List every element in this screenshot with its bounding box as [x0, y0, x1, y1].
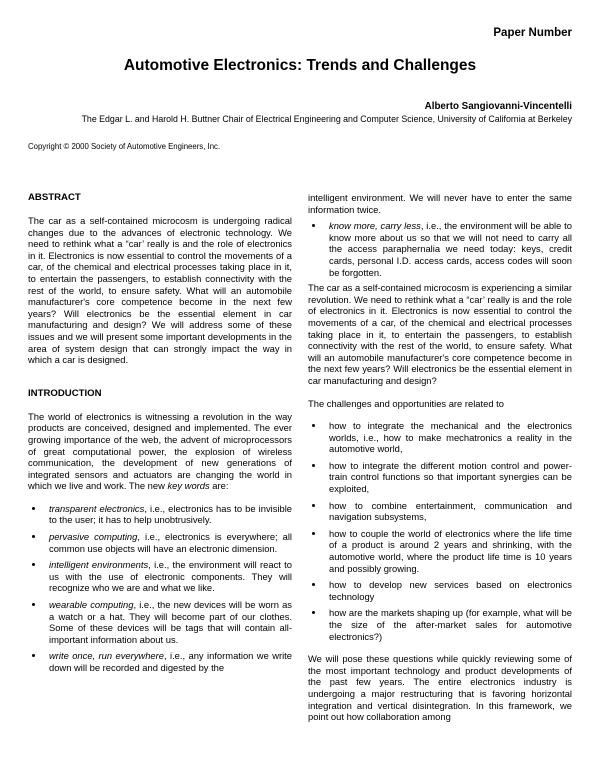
intro-text-tail: are: — [209, 480, 229, 492]
list-item — [325, 607, 572, 642]
list-item — [325, 579, 572, 602]
bullet-lead-italic: pervasive computing — [49, 531, 138, 543]
list-item — [325, 528, 572, 574]
abstract-heading: ABSTRACT — [28, 192, 81, 203]
bullet-text: , i.e., electronics is everywhere; all common use objects will have an electronic dimension. — [49, 531, 292, 554]
bullet-text: , i.e., electronics has to be invisible to the user; it has to help unobtrusively. — [49, 502, 292, 526]
paper-title: Automotive Electronics: Trends and Challenges — [123, 57, 477, 74]
keyword-bullet-list-continued — [308, 220, 572, 278]
abstract-paragraph: The car as a self-contained microcosm is undergoing radical changes due to the advances of electronic technology. We need to rethink what a “car’ really is and the role of electronics in it. Electronics is now essential to control the movements of a car, of the chemical and electrical processes taking place in it, to entertain the passengers, to establish connectivity with the rest of the world, to ensure safety. What will an automobile manufacturer's core competence become in the next few years? Will electronics be the essential element in car manufacturing and design? We will address some of these issues and we will present some important developments in the area of system design that can strongly impact the way in which a car is designed. — [28, 215, 292, 366]
bullet-lead-italic: transparent electronics — [49, 502, 145, 514]
keyword-bullet-list — [28, 503, 292, 674]
challenges-paragraph: The challenges and opportunities are related to — [308, 397, 504, 409]
bullet-text: how to develop new services based on electronics technology — [329, 579, 572, 602]
intro-text-lead: The world of electronics is witnessing a revolution in the way products are conceived, designed and implemented. The ever growing importance of the web, the advent of microprocessors of great computational power, the explosion of wireless communication, the development of new generations of integrated sensors and actuators are changing the world in which we live and work. The new — [28, 410, 292, 492]
list-item — [45, 531, 292, 554]
bullet-text: how to integrate the mechanical and the electronics worlds, i.e., how to make mechatronics a reality in the automotive world, — [329, 420, 572, 455]
list-item — [45, 650, 292, 673]
right-column — [308, 192, 572, 723]
list-item — [325, 220, 572, 278]
author-affiliation: The Edgar L. and Harold H. Buttner Chair of Electrical Engineering and Computer Science, University of California at Berkeley — [81, 114, 572, 124]
closing-paragraph: We will pose these questions while quickly reviewing some of the most important technology and product developments of the past few years. The entire electronics industry is undergoing a major restructuring that is favoring horizontal integration and vertical disintegration. In this framework, we point out how collaboration among — [308, 653, 572, 723]
introduction-paragraph — [28, 411, 292, 492]
left-column — [28, 192, 292, 723]
bullet-lead-italic: write once, run everywhere — [49, 650, 164, 662]
paper-number: Paper Number — [493, 27, 572, 39]
author-block — [28, 101, 572, 125]
list-item — [45, 503, 292, 526]
bullet-text: , i.e., the environment will react to us with the use of electronic components. They will recognize who we are and what we like. — [49, 559, 292, 594]
bullet-text: , i.e., the new devices will be worn as a watch or a hat. They will become part of our clothes. Some of these devices will be tags that will contain all-important information about us. — [49, 599, 292, 645]
bullet-lead-italic: know more, carry less — [329, 220, 421, 232]
introduction-heading: INTRODUCTION — [28, 387, 102, 399]
bullet-lead-italic: intelligent environments — [49, 559, 149, 571]
two-column-body — [28, 192, 572, 723]
list-item — [45, 599, 292, 645]
list-item — [45, 559, 292, 594]
list-item — [325, 420, 572, 455]
bullet-text: how are the markets shaping up (for example, what will be the size of the after-market sales for automotive electronics?) — [329, 607, 572, 642]
list-item — [325, 500, 572, 523]
car-microcosm-paragraph: The car as a self-contained microcosm is experiencing a similar revolution. We need to rethink what a “car’ really is and the role of electronics in it. Electronics is now essential to control the movements of a car, of the chemical and electrical processes taking place in it, to entertain the passengers, to establish connectivity with the rest of the world, to ensure safety. What will an automobile manufacturer's core competence become in the next few years? Will electronics be the essential element in car manufacturing and design? — [308, 282, 572, 386]
bullet-text: , i.e., any information we write down will be recorded and digested by the — [49, 650, 292, 673]
list-item — [325, 460, 572, 495]
author-name: Alberto Sangiovanni-Vincentelli — [424, 101, 572, 112]
intro-keywords-italic: key words — [167, 480, 210, 492]
bullet-text: how to couple the world of electronics where the life time of a product is around 2 years and shrinking, with the automotive world, where the product life time is 10 years and possibly growing. — [329, 527, 572, 574]
challenges-bullet-list — [308, 420, 572, 642]
bullet-text: how to combine entertainment, communication and navigation subsystems, — [329, 499, 572, 523]
bullet-text: how to integrate the different motion control and power-train control functions so that important synergies can be exploited, — [329, 459, 572, 495]
bullet-lead-italic: wearable computing — [49, 599, 134, 611]
bullet-text: , i.e., the environment will be able to know more about us so that we will not need to carry all the access paraphernalia we need today: keys, credit cards, personal I.D. access cards, access codes will soon be forgotten. — [329, 220, 573, 278]
continuation-paragraph: intelligent environment. We will never have to enter the same information twice. — [308, 192, 572, 215]
copyright-line: Copyright © 2000 Society of Automotive Engineers, Inc. — [28, 142, 221, 151]
